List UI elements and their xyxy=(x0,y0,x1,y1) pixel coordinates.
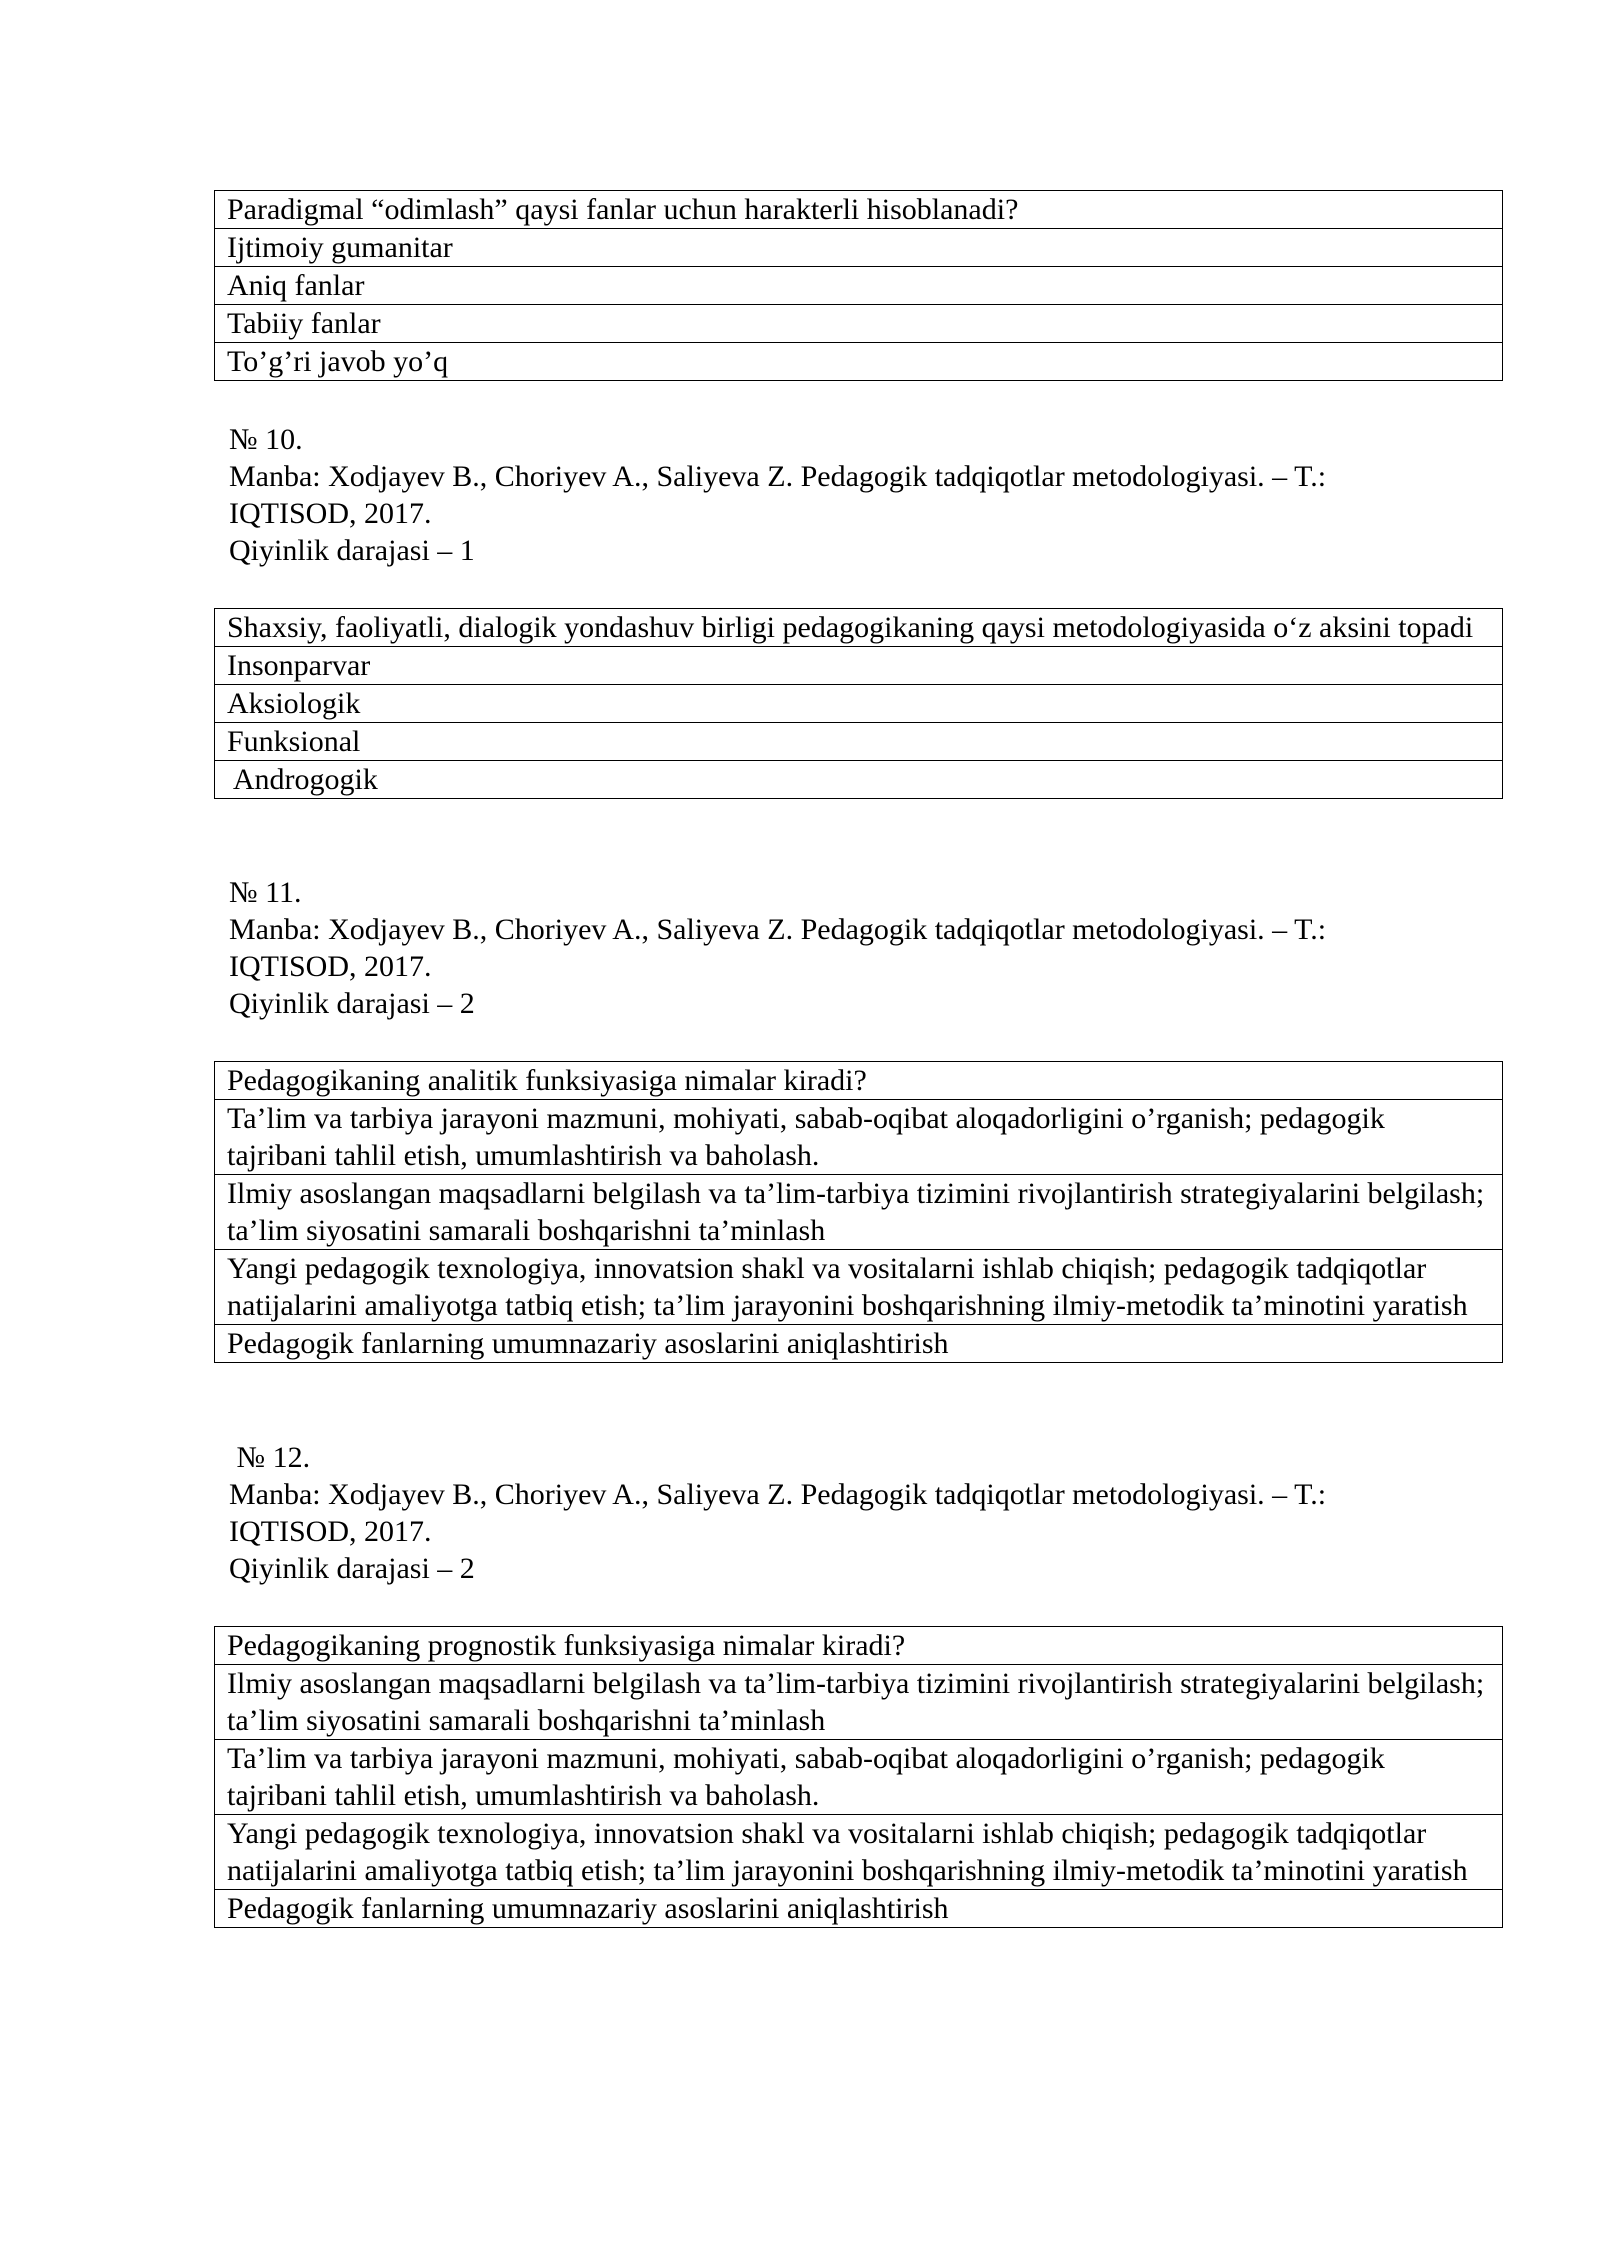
answer-option: Aksiologik xyxy=(215,685,1503,723)
question-table-11 xyxy=(214,1061,1503,1363)
question-text: Pedagogikaning analitik funksiyasiga nimalar kiradi? xyxy=(215,1062,1503,1100)
question-number: № 10. xyxy=(229,423,303,456)
answer-option: Tabiiy fanlar xyxy=(215,305,1503,343)
answer-option: Yangi pedagogik texnologiya, innovatsion shakl va vositalarni ishlab chiqish; pedagogik tadqiqotlar natijalarini amaliyotga tatbiq etish; ta’lim jarayonini boshqarishning ilmiy-metodik ta’minotini yaratish xyxy=(215,1250,1503,1325)
difficulty-level: Qiyinlik darajasi – 1 xyxy=(229,534,475,567)
difficulty-level: Qiyinlik darajasi – 2 xyxy=(229,987,475,1020)
question-text: Paradigmal “odimlash” qaysi fanlar uchun harakterli hisoblanadi? xyxy=(215,191,1503,229)
answer-option: Ilmiy asoslangan maqsadlarni belgilash va ta’lim-tarbiya tizimini rivojlantirish strategiyalarini belgilash; ta’lim siyosatini samarali boshqarishni ta’minlash xyxy=(215,1175,1503,1250)
question-meta-10 xyxy=(229,421,1326,569)
answer-option: Aniq fanlar xyxy=(215,267,1503,305)
answer-option: Funksional xyxy=(215,723,1503,761)
question-table-10 xyxy=(214,608,1503,799)
question-text: Pedagogikaning prognostik funksiyasiga nimalar kiradi? xyxy=(215,1627,1503,1665)
source-line: Manba: Xodjayev B., Choriyev A., Saliyeva Z. Pedagogik tadqiqotlar metodologiyasi. – T.: xyxy=(229,1478,1327,1511)
answer-option: Ta’lim va tarbiya jarayoni mazmuni, mohiyati, sabab-oqibat aloqadorligini o’rganish; pedagogik tajribani tahlil etish, umumlashtirish va baholash. xyxy=(215,1100,1503,1175)
answer-option: Pedagogik fanlarning umumnazariy asoslarini aniqlashtirish xyxy=(215,1325,1503,1363)
question-number: № 11. xyxy=(229,876,302,909)
answer-option: Pedagogik fanlarning umumnazariy asoslarini aniqlashtirish xyxy=(215,1890,1503,1928)
question-meta-11 xyxy=(229,874,1326,1022)
source-line: Manba: Xodjayev B., Choriyev A., Saliyeva Z. Pedagogik tadqiqotlar metodologiyasi. – T.: xyxy=(229,913,1327,946)
source-line: IQTISOD, 2017. xyxy=(229,1515,432,1548)
answer-option: Androgogik xyxy=(215,761,1503,799)
difficulty-level: Qiyinlik darajasi – 2 xyxy=(229,1552,475,1585)
answer-option: Insonparvar xyxy=(215,647,1503,685)
source-line: IQTISOD, 2017. xyxy=(229,950,432,983)
answer-option: Ilmiy asoslangan maqsadlarni belgilash va ta’lim-tarbiya tizimini rivojlantirish strategiyalarini belgilash; ta’lim siyosatini samarali boshqarishni ta’minlash xyxy=(215,1665,1503,1740)
answer-option: Yangi pedagogik texnologiya, innovatsion shakl va vositalarni ishlab chiqish; pedagogik tadqiqotlar natijalarini amaliyotga tatbiq etish; ta’lim jarayonini boshqarishning ilmiy-metodik ta’minotini yaratish xyxy=(215,1815,1503,1890)
source-line: Manba: Xodjayev B., Choriyev A., Saliyeva Z. Pedagogik tadqiqotlar metodologiyasi. – T.: xyxy=(229,460,1327,493)
answer-option: Ijtimoiy gumanitar xyxy=(215,229,1503,267)
answer-option: Ta’lim va tarbiya jarayoni mazmuni, mohiyati, sabab-oqibat aloqadorligini o’rganish; pedagogik tajribani tahlil etish, umumlashtirish va baholash. xyxy=(215,1740,1503,1815)
source-line: IQTISOD, 2017. xyxy=(229,497,432,530)
question-text: Shaxsiy, faoliyatli, dialogik yondashuv birligi pedagogikaning qaysi metodologiyasida o‘z aksini topadi xyxy=(215,609,1503,647)
question-meta-12 xyxy=(229,1439,1326,1587)
question-table-12 xyxy=(214,1626,1503,1928)
question-number: № 12. xyxy=(229,1441,311,1474)
answer-option: To’g’ri javob yo’q xyxy=(215,343,1503,381)
question-table-9 xyxy=(214,190,1503,381)
